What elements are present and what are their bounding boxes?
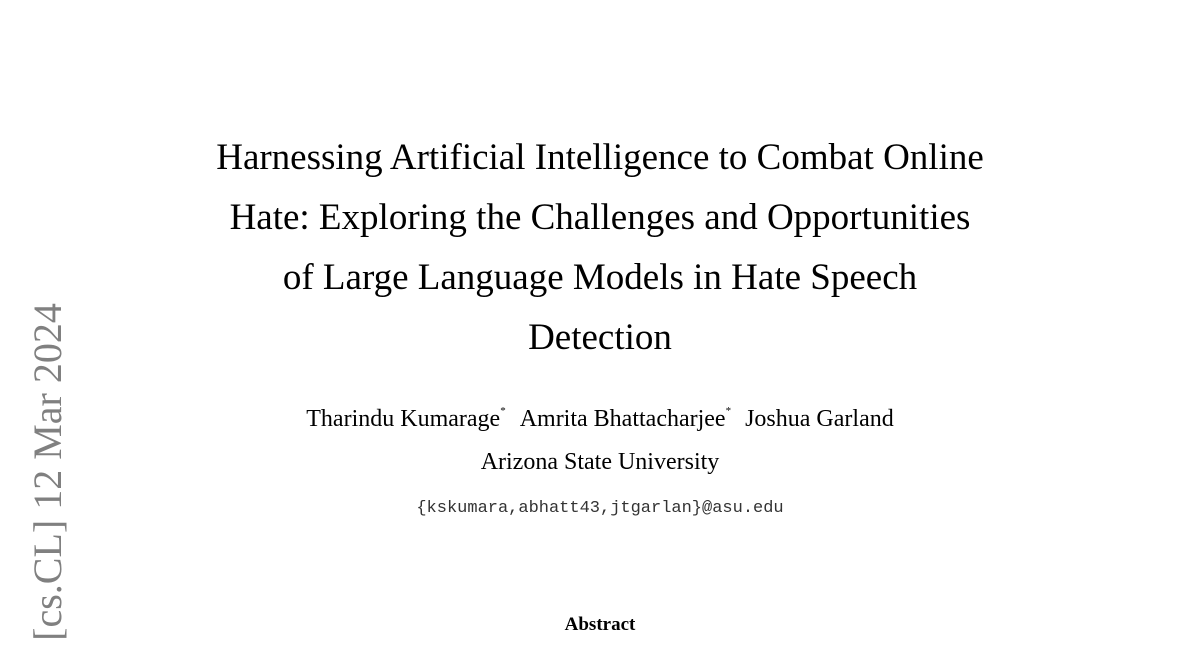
author-name: Amrita Bhattacharjee <box>519 406 726 432</box>
abstract-heading: Abstract <box>564 614 636 635</box>
paper-title <box>160 128 1040 368</box>
affiliation: Arizona State University <box>480 449 720 475</box>
author-emails: {kskumara,abhatt43,jtgarlan}@asu.edu <box>416 499 784 518</box>
author-name: Joshua Garland <box>745 406 894 432</box>
equal-contribution-mark: * <box>500 405 506 417</box>
title-line: of Large Language Models in Hate Speech <box>282 257 918 298</box>
title-line: Hate: Exploring the Challenges and Opportunities <box>229 197 971 238</box>
title-line: Detection <box>528 317 672 358</box>
title-line: Harnessing Artificial Intelligence to Combat Online <box>216 137 984 178</box>
author-name: Tharindu Kumarage <box>306 406 501 432</box>
equal-contribution-mark: * <box>725 405 732 417</box>
author-list <box>0 403 1200 435</box>
arxiv-identifier-stamp: [cs.CL] 12 Mar 2024 <box>25 303 70 641</box>
